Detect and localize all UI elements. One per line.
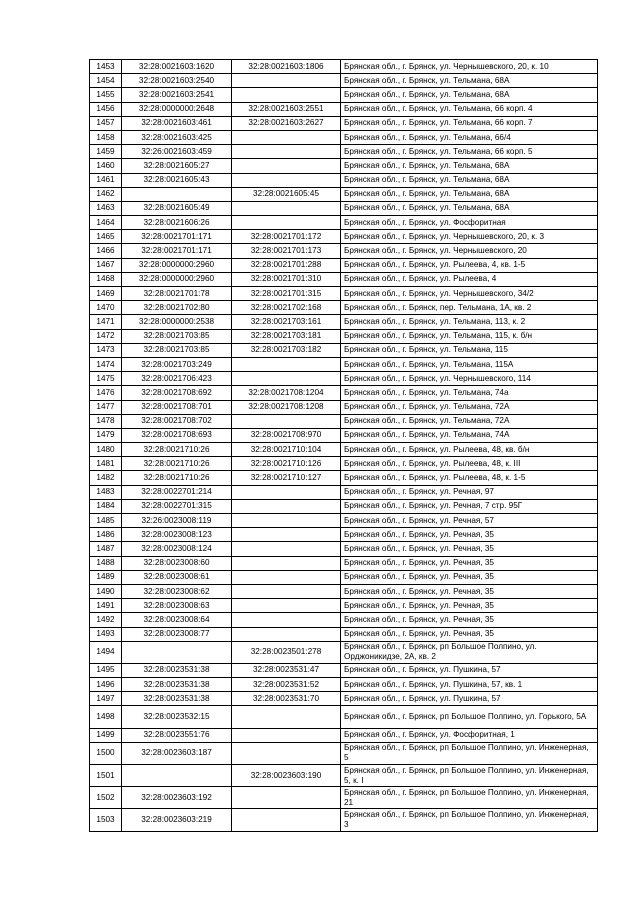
object-cadastral-number <box>232 499 341 513</box>
table-row <box>90 372 598 386</box>
address: Брянская обл., г. Брянск, ул. Рылеева, 4, кв. 1-5 <box>341 258 598 272</box>
object-cadastral-number: 32:28:0021701:173 <box>232 244 341 258</box>
address: Брянская обл., г. Брянск, ул. Пушкина, 57, кв. 1 <box>341 678 598 692</box>
table-row <box>90 216 598 230</box>
object-cadastral-number <box>232 584 341 598</box>
object-cadastral-number: 32:28:0021603:2627 <box>232 116 341 130</box>
object-cadastral-number <box>232 556 341 570</box>
table-row <box>90 787 598 809</box>
object-cadastral-number <box>232 706 341 728</box>
cadastral-number: 32:28:0023008:77 <box>122 627 232 641</box>
table-row <box>90 315 598 329</box>
table-row <box>90 201 598 215</box>
row-number: 1493 <box>90 627 122 641</box>
cadastral-number: 32:28:0021703:249 <box>122 357 232 371</box>
row-number: 1475 <box>90 372 122 386</box>
object-cadastral-number <box>232 613 341 627</box>
address: Брянская обл., г. Брянск, рп Большое Полпино, ул. Инженерная, 21 <box>341 787 598 809</box>
address: Брянская обл., г. Брянск, ул. Тельмана, 68А <box>341 173 598 187</box>
cadastral-number: 32:28:0021701:171 <box>122 244 232 258</box>
row-number: 1490 <box>90 584 122 598</box>
address: Брянская обл., г. Брянск, ул. Тельмана, 66 корп. 5 <box>341 145 598 159</box>
table-row <box>90 88 598 102</box>
address: Брянская обл., г. Брянск, рп Большое Полпино, ул. Орджоникидзе, 2А, кв. 2 <box>341 641 598 663</box>
row-number: 1453 <box>90 60 122 74</box>
address: Брянская обл., г. Брянск, ул. Чернышевского, 114 <box>341 372 598 386</box>
object-cadastral-number: 32:28:0021703:161 <box>232 315 341 329</box>
address: Брянская обл., г. Брянск, рп Большое Полпино, ул. Инженерная, 5 <box>341 742 598 764</box>
cadastral-number: 32:28:0023008:64 <box>122 613 232 627</box>
address: Брянская обл., г. Брянск, ул. Речная, 35 <box>341 599 598 613</box>
table-row <box>90 272 598 286</box>
object-cadastral-number <box>232 201 341 215</box>
row-number: 1492 <box>90 613 122 627</box>
table-row <box>90 386 598 400</box>
row-number: 1487 <box>90 542 122 556</box>
row-number: 1488 <box>90 556 122 570</box>
object-cadastral-number <box>232 372 341 386</box>
table-row <box>90 728 598 742</box>
object-cadastral-number <box>232 130 341 144</box>
object-cadastral-number <box>232 542 341 556</box>
table-row <box>90 60 598 74</box>
object-cadastral-number: 32:28:0021702:168 <box>232 301 341 315</box>
address: Брянская обл., г. Брянск, ул. Речная, 35 <box>341 627 598 641</box>
address: Брянская обл., г. Брянск, ул. Речная, 35 <box>341 556 598 570</box>
table-row <box>90 471 598 485</box>
cadastral-number: 32:28:0023603:187 <box>122 742 232 764</box>
row-number: 1495 <box>90 663 122 677</box>
table-row <box>90 244 598 258</box>
cadastral-number: 32:28:0000000:2960 <box>122 258 232 272</box>
address: Брянская обл., г. Брянск, ул. Тельмана, 115, к. б/н <box>341 329 598 343</box>
object-cadastral-number <box>232 570 341 584</box>
address: Брянская обл., г. Брянск, ул. Тельмана, 72А <box>341 400 598 414</box>
row-number: 1457 <box>90 116 122 130</box>
table-row <box>90 173 598 187</box>
table-row <box>90 428 598 442</box>
cadastral-number: 32:28:0023603:192 <box>122 787 232 809</box>
cadastral-number: 32:28:0021603:461 <box>122 116 232 130</box>
cadastral-number: 32:28:0022701:214 <box>122 485 232 499</box>
table-row <box>90 570 598 584</box>
object-cadastral-number: 32:28:0023531:52 <box>232 678 341 692</box>
object-cadastral-number: 32:28:0023531:47 <box>232 663 341 677</box>
table-row <box>90 443 598 457</box>
object-cadastral-number <box>232 88 341 102</box>
object-cadastral-number <box>232 742 341 764</box>
object-cadastral-number: 32:28:0023501:278 <box>232 641 341 663</box>
registry-table-body <box>90 60 598 832</box>
cadastral-number: 32:28:0021701:171 <box>122 230 232 244</box>
cadastral-number: 32:28:0021710:26 <box>122 471 232 485</box>
table-row <box>90 599 598 613</box>
object-cadastral-number: 32:28:0021703:181 <box>232 329 341 343</box>
object-cadastral-number: 32:28:0021605:45 <box>232 187 341 201</box>
row-number: 1485 <box>90 514 122 528</box>
table-row <box>90 584 598 598</box>
row-number: 1466 <box>90 244 122 258</box>
table-row <box>90 102 598 116</box>
address: Брянская обл., г. Брянск, ул. Тельмана, 68А <box>341 159 598 173</box>
object-cadastral-number <box>232 74 341 88</box>
object-cadastral-number <box>232 809 341 831</box>
cadastral-number: 32:28:0023531:38 <box>122 663 232 677</box>
cadastral-number: 32:28:0021605:27 <box>122 159 232 173</box>
row-number: 1456 <box>90 102 122 116</box>
object-cadastral-number <box>232 414 341 428</box>
row-number: 1483 <box>90 485 122 499</box>
cadastral-number: 32:28:0000000:2960 <box>122 272 232 286</box>
row-number: 1458 <box>90 130 122 144</box>
cadastral-number: 32:28:0023551:76 <box>122 728 232 742</box>
address: Брянская обл., г. Брянск, ул. Фосфоритная, 1 <box>341 728 598 742</box>
cadastral-number: 32:28:0021703:85 <box>122 343 232 357</box>
row-number: 1502 <box>90 787 122 809</box>
object-cadastral-number <box>232 599 341 613</box>
row-number: 1500 <box>90 742 122 764</box>
cadastral-number: 32:28:0021605:43 <box>122 173 232 187</box>
object-cadastral-number <box>232 627 341 641</box>
table-row <box>90 159 598 173</box>
cadastral-number: 32:28:0021702:80 <box>122 301 232 315</box>
address: Брянская обл., г. Брянск, ул. Тельмана, 115 <box>341 343 598 357</box>
table-row <box>90 809 598 831</box>
object-cadastral-number <box>232 485 341 499</box>
row-number: 1465 <box>90 230 122 244</box>
address: Брянская обл., г. Брянск, ул. Тельмана, 68А <box>341 201 598 215</box>
table-row <box>90 301 598 315</box>
cadastral-number: 32:28:0022701:315 <box>122 499 232 513</box>
row-number: 1477 <box>90 400 122 414</box>
row-number: 1469 <box>90 287 122 301</box>
cadastral-number: 32:28:0023008:124 <box>122 542 232 556</box>
cadastral-number: 32:28:0021603:1620 <box>122 60 232 74</box>
object-cadastral-number <box>232 173 341 187</box>
row-number: 1484 <box>90 499 122 513</box>
address: Брянская обл., г. Брянск, ул. Тельмана, 68А <box>341 187 598 201</box>
address: Брянская обл., г. Брянск, ул. Речная, 7 стр. 95Г <box>341 499 598 513</box>
cadastral-number: 32:28:0021701:78 <box>122 287 232 301</box>
address: Брянская обл., г. Брянск, ул. Тельмана, 68А <box>341 74 598 88</box>
object-cadastral-number: 32:28:0021708:1208 <box>232 400 341 414</box>
table-row <box>90 74 598 88</box>
table-row <box>90 706 598 728</box>
cadastral-number: 32:28:0021703:85 <box>122 329 232 343</box>
row-number: 1474 <box>90 357 122 371</box>
cadastral-number: 32:28:0021603:2540 <box>122 74 232 88</box>
cadastral-number: 32:28:0021708:693 <box>122 428 232 442</box>
row-number: 1494 <box>90 641 122 663</box>
cadastral-number: 32:28:0023008:63 <box>122 599 232 613</box>
table-row <box>90 329 598 343</box>
cadastral-number: 32:28:0021603:2541 <box>122 88 232 102</box>
address: Брянская обл., г. Брянск, ул. Тельмана, 68А <box>341 88 598 102</box>
address: Брянская обл., г. Брянск, ул. Речная, 35 <box>341 584 598 598</box>
address: Брянская обл., г. Брянск, ул. Чернышевского, 20 <box>341 244 598 258</box>
cadastral-number: 32:28:0023603:219 <box>122 809 232 831</box>
row-number: 1486 <box>90 528 122 542</box>
row-number: 1503 <box>90 809 122 831</box>
table-row <box>90 258 598 272</box>
cadastral-number: 32:28:0021706:423 <box>122 372 232 386</box>
table-row <box>90 499 598 513</box>
row-number: 1479 <box>90 428 122 442</box>
cadastral-number: 32:28:0021605:49 <box>122 201 232 215</box>
cadastral-number: 32:28:0000000:2538 <box>122 315 232 329</box>
address: Брянская обл., г. Брянск, ул. Рылеева, 48, к. III <box>341 457 598 471</box>
table-row <box>90 641 598 663</box>
table-row <box>90 116 598 130</box>
object-cadastral-number <box>232 528 341 542</box>
address: Брянская обл., г. Брянск, ул. Тельмана, 115А <box>341 357 598 371</box>
cadastral-number <box>122 187 232 201</box>
address: Брянская обл., г. Брянск, ул. Тельмана, 72А <box>341 414 598 428</box>
address: Брянская обл., г. Брянск, пер. Тельмана, 1А, кв. 2 <box>341 301 598 315</box>
object-cadastral-number: 32:28:0023603:190 <box>232 765 341 787</box>
address: Брянская обл., г. Брянск, ул. Чернышевского, 34/2 <box>341 287 598 301</box>
table-row <box>90 542 598 556</box>
row-number: 1472 <box>90 329 122 343</box>
object-cadastral-number: 32:28:0021701:315 <box>232 287 341 301</box>
cadastral-number: 32:28:0023008:60 <box>122 556 232 570</box>
object-cadastral-number: 32:28:0021710:127 <box>232 471 341 485</box>
table-row <box>90 187 598 201</box>
address: Брянская обл., г. Брянск, ул. Чернышевского, 20, к. 3 <box>341 230 598 244</box>
object-cadastral-number: 32:28:0021710:126 <box>232 457 341 471</box>
row-number: 1460 <box>90 159 122 173</box>
row-number: 1501 <box>90 765 122 787</box>
row-number: 1499 <box>90 728 122 742</box>
address: Брянская обл., г. Брянск, рп Большое Полпино, ул. Инженерная, 3 <box>341 809 598 831</box>
row-number: 1480 <box>90 443 122 457</box>
object-cadastral-number: 32:28:0021701:172 <box>232 230 341 244</box>
row-number: 1459 <box>90 145 122 159</box>
address: Брянская обл., г. Брянск, ул. Пушкина, 57 <box>341 663 598 677</box>
row-number: 1498 <box>90 706 122 728</box>
table-row <box>90 613 598 627</box>
object-cadastral-number: 32:28:0021703:182 <box>232 343 341 357</box>
cadastral-number: 32:28:0021603:425 <box>122 130 232 144</box>
row-number: 1455 <box>90 88 122 102</box>
address: Брянская обл., г. Брянск, ул. Рылеева, 48, кв. б/н <box>341 443 598 457</box>
cadastral-number: 32:28:0021710:26 <box>122 443 232 457</box>
object-cadastral-number <box>232 145 341 159</box>
row-number: 1470 <box>90 301 122 315</box>
table-row <box>90 145 598 159</box>
address: Брянская обл., г. Брянск, ул. Речная, 35 <box>341 542 598 556</box>
table-row <box>90 485 598 499</box>
cadastral-number: 32:26:0023008:119 <box>122 514 232 528</box>
cadastral-number: 32:28:0021708:692 <box>122 386 232 400</box>
cadastral-number: 32:26:0021603:459 <box>122 145 232 159</box>
object-cadastral-number: 32:28:0021710:104 <box>232 443 341 457</box>
object-cadastral-number: 32:28:0021708:970 <box>232 428 341 442</box>
cadastral-number: 32:28:0023008:123 <box>122 528 232 542</box>
table-row <box>90 556 598 570</box>
cadastral-number: 32:28:0021708:701 <box>122 400 232 414</box>
table-row <box>90 457 598 471</box>
row-number: 1461 <box>90 173 122 187</box>
row-number: 1454 <box>90 74 122 88</box>
object-cadastral-number <box>232 159 341 173</box>
address: Брянская обл., г. Брянск, ул. Речная, 97 <box>341 485 598 499</box>
row-number: 1467 <box>90 258 122 272</box>
cadastral-number: 32:28:0023008:61 <box>122 570 232 584</box>
cadastral-number: 32:28:0023531:38 <box>122 692 232 706</box>
table-row <box>90 514 598 528</box>
row-number: 1468 <box>90 272 122 286</box>
object-cadastral-number: 32:28:0023531:70 <box>232 692 341 706</box>
row-number: 1496 <box>90 678 122 692</box>
table-row <box>90 130 598 144</box>
row-number: 1462 <box>90 187 122 201</box>
object-cadastral-number: 32:28:0021701:310 <box>232 272 341 286</box>
table-row <box>90 414 598 428</box>
table-row <box>90 678 598 692</box>
address: Брянская обл., г. Брянск, ул. Речная, 35 <box>341 613 598 627</box>
cadastral-number: 32:28:0021710:26 <box>122 457 232 471</box>
cadastral-number <box>122 765 232 787</box>
object-cadastral-number: 32:28:0021603:1806 <box>232 60 341 74</box>
table-row <box>90 627 598 641</box>
row-number: 1463 <box>90 201 122 215</box>
row-number: 1489 <box>90 570 122 584</box>
row-number: 1497 <box>90 692 122 706</box>
address: Брянская обл., г. Брянск, ул. Тельмана, 74А <box>341 428 598 442</box>
address: Брянская обл., г. Брянск, ул. Речная, 35 <box>341 570 598 584</box>
cadastral-number: 32:28:0023532:15 <box>122 706 232 728</box>
address: Брянская обл., г. Брянск, ул. Тельмана, 74а <box>341 386 598 400</box>
table-row <box>90 742 598 764</box>
cadastral-number: 32:28:0023531:38 <box>122 678 232 692</box>
row-number: 1478 <box>90 414 122 428</box>
address: Брянская обл., г. Брянск, ул. Рылеева, 4 <box>341 272 598 286</box>
address: Брянская обл., г. Брянск, ул. Речная, 35 <box>341 528 598 542</box>
table-row <box>90 343 598 357</box>
cadastral-number: 32:28:0021708:702 <box>122 414 232 428</box>
object-cadastral-number <box>232 216 341 230</box>
cadastral-number <box>122 641 232 663</box>
address: Брянская обл., г. Брянск, ул. Рылеева, 48, к. 1-5 <box>341 471 598 485</box>
row-number: 1464 <box>90 216 122 230</box>
table-row <box>90 287 598 301</box>
object-cadastral-number: 32:28:0021603:2551 <box>232 102 341 116</box>
address: Брянская обл., г. Брянск, ул. Пушкина, 57 <box>341 692 598 706</box>
object-cadastral-number <box>232 787 341 809</box>
object-cadastral-number <box>232 514 341 528</box>
cadastral-number: 32:28:0021606:26 <box>122 216 232 230</box>
address: Брянская обл., г. Брянск, рп Большое Полпино, ул. Инженерная, 5, к. I <box>341 765 598 787</box>
row-number: 1482 <box>90 471 122 485</box>
address: Брянская обл., г. Брянск, ул. Речная, 57 <box>341 514 598 528</box>
cadastral-number: 32:28:0023008:62 <box>122 584 232 598</box>
row-number: 1476 <box>90 386 122 400</box>
address: Брянская обл., г. Брянск, ул. Тельмана, 113, к. 2 <box>341 315 598 329</box>
address: Брянская обл., г. Брянск, ул. Чернышевского, 20, к. 10 <box>341 60 598 74</box>
object-cadastral-number: 32:28:0021701:288 <box>232 258 341 272</box>
address: Брянская обл., г. Брянск, ул. Тельмана, 66 корп. 7 <box>341 116 598 130</box>
registry-table <box>89 59 598 832</box>
row-number: 1481 <box>90 457 122 471</box>
row-number: 1473 <box>90 343 122 357</box>
row-number: 1491 <box>90 599 122 613</box>
row-number: 1471 <box>90 315 122 329</box>
address: Брянская обл., г. Брянск, рп Большое Полпино, ул. Горького, 5А <box>341 706 598 728</box>
table-row <box>90 692 598 706</box>
address: Брянская обл., г. Брянск, ул. Тельмана, 66/4 <box>341 130 598 144</box>
table-row <box>90 663 598 677</box>
object-cadastral-number <box>232 357 341 371</box>
table-row <box>90 357 598 371</box>
table-row <box>90 230 598 244</box>
address: Брянская обл., г. Брянск, ул. Фосфоритная <box>341 216 598 230</box>
table-row <box>90 528 598 542</box>
object-cadastral-number <box>232 728 341 742</box>
object-cadastral-number: 32:28:0021708:1204 <box>232 386 341 400</box>
address: Брянская обл., г. Брянск, ул. Тельмана, 66 корп. 4 <box>341 102 598 116</box>
cadastral-number: 32:28:0000000:2648 <box>122 102 232 116</box>
table-row <box>90 400 598 414</box>
table-row <box>90 765 598 787</box>
